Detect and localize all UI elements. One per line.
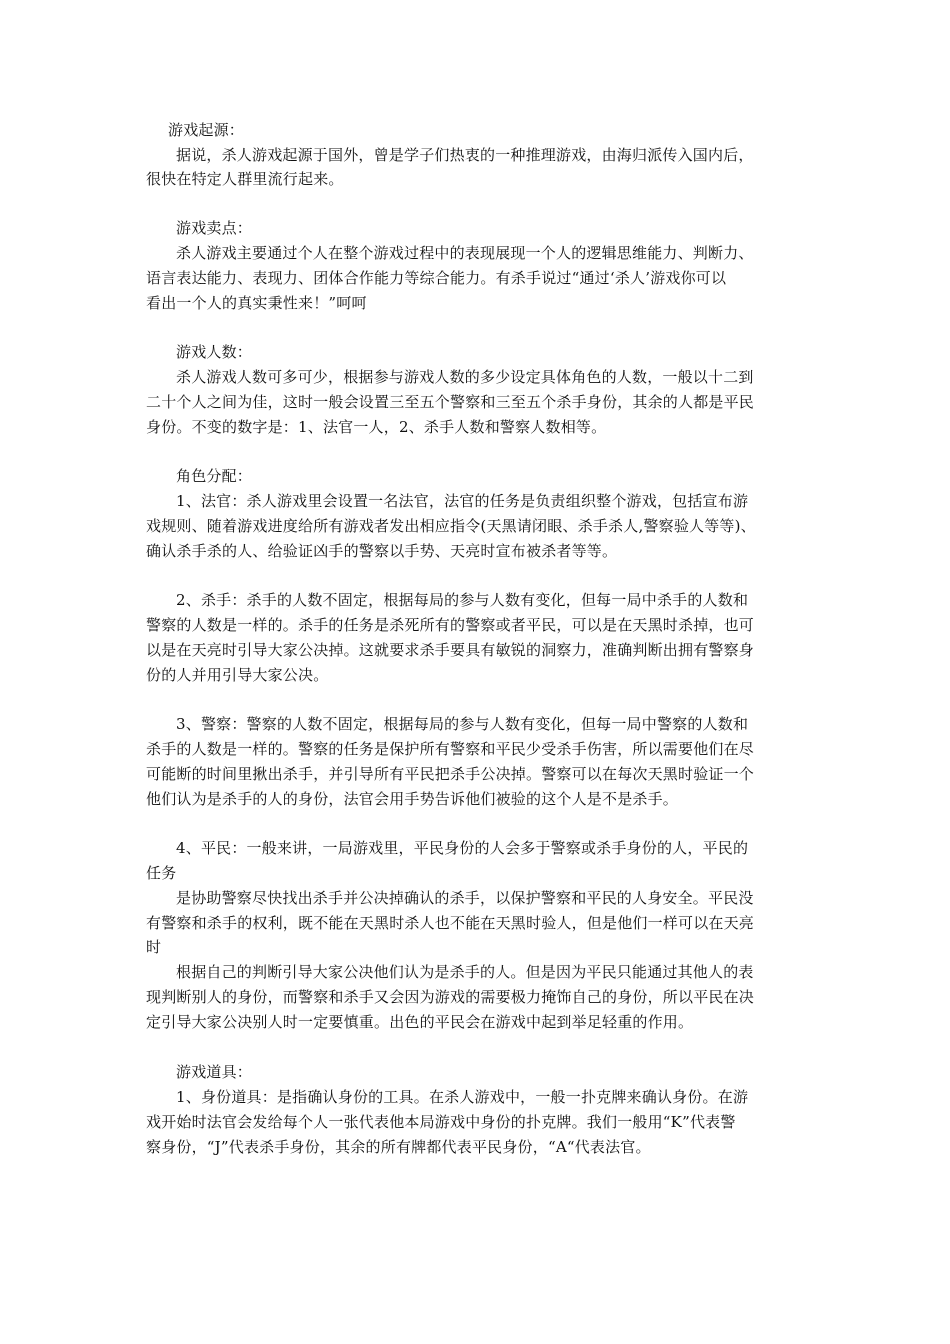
text-line: 身份。不变的数字是：1、法官一人，2、杀手人数和警察人数相等。	[146, 418, 607, 436]
heading-props: 游戏道具：	[176, 1063, 253, 1081]
text-line: 看出一个人的真实秉性来！”呵呵	[146, 294, 367, 312]
text-line: 1、身份道具：是指确认身份的工具。在杀人游戏中，一般一扑克牌来确认身份。在游	[176, 1088, 749, 1106]
text-line: 4、平民：一般来讲，一局游戏里，平民身份的人会多于警察或杀手身份的人，平民的	[176, 839, 749, 857]
text-line: 二十个人之间为佳，这时一般会设置三至五个警察和三至五个杀手身份，其余的人都是平民	[146, 393, 755, 411]
text-line: 1、法官：杀人游戏里会设置一名法官，法官的任务是负责组织整个游戏，包括宣布游	[176, 492, 749, 510]
text-line: 确认杀手杀的人、给验证凶手的警察以手势、天亮时宣布被杀者等等。	[146, 542, 618, 560]
heading-player-count: 游戏人数：	[176, 343, 253, 361]
text-line: 杀手的人数是一样的。警察的任务是保护所有警察和平民少受杀手伤害，所以需要他们在尽	[146, 740, 755, 758]
text-line: 杀人游戏主要通过个人在整个游戏过程中的表现展现一个人的逻辑思维能力、判断力、	[176, 244, 754, 262]
text-line: 根据自己的判断引导大家公决他们认为是杀手的人。但是因为平民只能通过其他人的表	[176, 963, 754, 981]
text-line: 戏开始时法官会发给每个人一张代表他本局游戏中身份的扑克牌。我们一般用“K”代表警	[146, 1113, 736, 1131]
text-line: 以是在天亮时引导大家公决掉。这就要求杀手要具有敏锐的洞察力，准确判断出拥有警察身	[146, 641, 755, 659]
text-line: 他们认为是杀手的人的身份，法官会用手势告诉他们被验的这个人是不是杀手。	[146, 790, 679, 808]
text-line: 戏规则、随着游戏进度给所有游戏者发出相应指令(天黑请闭眼、杀手杀人,警察验人等等)、	[146, 517, 756, 535]
text-line: 察身份，“J”代表杀手身份，其余的所有牌都代表平民身份，“A“代表法官。	[146, 1138, 651, 1156]
text-line: 任务	[146, 864, 177, 882]
text-line: 定引导大家公决别人时一定要慎重。出色的平民会在游戏中起到举足轻重的作用。	[146, 1013, 694, 1031]
text-line: 时	[146, 938, 162, 956]
text-line: 现判断别人的身份，而警察和杀手又会因为游戏的需要极力掩饰自己的身份，所以平民在决	[146, 988, 755, 1006]
heading-roles: 角色分配：	[176, 467, 253, 485]
text-line: 很快在特定人群里流行起来。	[146, 170, 344, 188]
text-line: 3、警察：警察的人数不固定，根据每局的参与人数有变化，但每一局中警察的人数和	[176, 715, 749, 733]
text-line: 可能断的时间里揪出杀手，并引导所有平民把杀手公决掉。警察可以在每次天黑时验证一个	[146, 765, 755, 783]
text-line: 2、杀手：杀手的人数不固定，根据每局的参与人数有变化，但每一局中杀手的人数和	[176, 591, 749, 609]
text-line: 杀人游戏人数可多可少，根据参与游戏人数的多少设定具体角色的人数，一般以十二到	[176, 368, 754, 386]
text-line: 警察的人数是一样的。杀手的任务是杀死所有的警察或者平民，可以是在天黑时杀掉，也可	[146, 616, 755, 634]
heading-selling-point: 游戏卖点：	[176, 219, 253, 237]
heading-origin: 游戏起源：	[168, 121, 245, 139]
text-line: 份的人并用引导大家公决。	[146, 666, 329, 684]
text-line: 是协助警察尽快找出杀手并公决掉确认的杀手，以保护警察和平民的人身安全。平民没	[176, 889, 754, 907]
text-line: 语言表达能力、表现力、团体合作能力等综合能力。有杀手说过“通过‘杀人’游戏你可以	[146, 269, 727, 287]
text-line: 据说，杀人游戏起源于国外，曾是学子们热衷的一种推理游戏，由海归派传入国内后，	[176, 146, 754, 164]
text-line: 有警察和杀手的权利，既不能在天黑时杀人也不能在天黑时验人，但是他们一样可以在天亮	[146, 914, 755, 932]
